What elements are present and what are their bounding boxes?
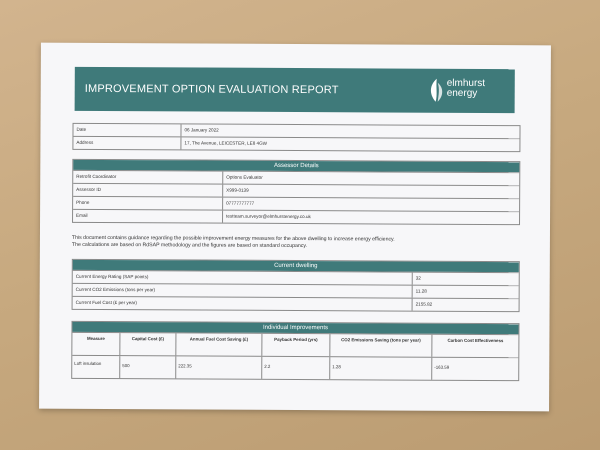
current-row-label: Current CO2 Emissions (tons per year) (73, 284, 413, 298)
intro-line-1: This document contains guidance regarding the possible improvement energy measures for the above dwelling to increase energy efficiency. (71, 234, 395, 243)
current-row-value: 2155.82 (415, 301, 433, 307)
table-row (73, 296, 519, 311)
column-header: Payback Period (yrs) (262, 334, 330, 356)
intro-line-2: The calculations are based on RdSAP methodology and the figures are based on standard occupancy. (71, 241, 308, 250)
carbon-cost-cell: -163.59 (434, 364, 450, 370)
table-row (73, 270, 519, 285)
table-row (73, 124, 519, 138)
assessor-row-value: 07777777777 (226, 200, 255, 206)
leaf-icon (427, 78, 447, 104)
date-label: Date (73, 124, 181, 137)
column-header: Carbon Cost Effectiveness (447, 337, 504, 344)
current-dwelling-table (72, 259, 520, 312)
table-row (73, 196, 519, 211)
column-header: Annual Fuel Cost Saving (£) (176, 333, 262, 355)
assessor-row-label: Phone (73, 197, 223, 210)
individual-improvements-table (71, 321, 519, 381)
improvements-column-headers (72, 332, 518, 357)
capital-cost-cell: 500 (120, 356, 176, 378)
current-row-label: Current Fuel Cost (£ per year) (73, 297, 413, 311)
logo-wordmark (447, 79, 485, 99)
assessor-row-value: Options Evaluator (226, 174, 263, 180)
elmhurst-logo (427, 76, 507, 106)
table-row (73, 209, 519, 224)
assessor-row-value: testteam.surveyor@elmhurstenergy.co.uk (226, 213, 311, 220)
table-row (73, 283, 519, 298)
logo-line2: energy (446, 87, 478, 99)
assessor-row-label: Assessor ID (73, 184, 223, 197)
intro-paragraph (72, 235, 522, 251)
assessor-row-label: Retrofit Coordinator (73, 171, 223, 184)
table-row (72, 355, 518, 380)
measure-cell: Loft insulation (72, 356, 120, 378)
table-row (73, 170, 519, 185)
fuel-saving-cell: 222.35 (176, 356, 262, 378)
current-row-value: 32 (415, 275, 421, 281)
column-header: Capital Cost (£) (120, 333, 176, 355)
report-banner (75, 67, 515, 113)
info-table (72, 123, 520, 152)
improvements-header: Individual Improvements (72, 322, 518, 334)
table-row (73, 183, 519, 198)
date-value: 06 January 2022 (184, 127, 219, 133)
current-dwelling-header: Current dwelling (73, 260, 519, 272)
report-page (39, 43, 551, 412)
address-value: 17, The Avenue, LEICESTER, LE8 4GW (184, 140, 268, 146)
logo-line1: elmhurst (446, 77, 486, 89)
co2-saving-cell: 1.28 (330, 357, 432, 380)
table-row (73, 136, 519, 151)
report-title: IMPROVEMENT OPTION EVALUATION REPORT (84, 82, 339, 97)
assessor-row-value: X999-0139 (226, 187, 249, 193)
assessor-details-table (72, 159, 520, 225)
assessor-details-header: Assessor Details (73, 160, 519, 172)
column-header: CO2 Emissions Saving (tons per year) (330, 334, 432, 357)
column-header: Measure (72, 333, 120, 355)
assessor-row-label: Email (73, 210, 223, 223)
address-label: Address (73, 137, 181, 150)
payback-cell: 2.2 (262, 357, 330, 379)
current-row-label: Current Energy Rating (SAP points) (73, 271, 413, 285)
current-row-value: 11.28 (415, 288, 427, 294)
